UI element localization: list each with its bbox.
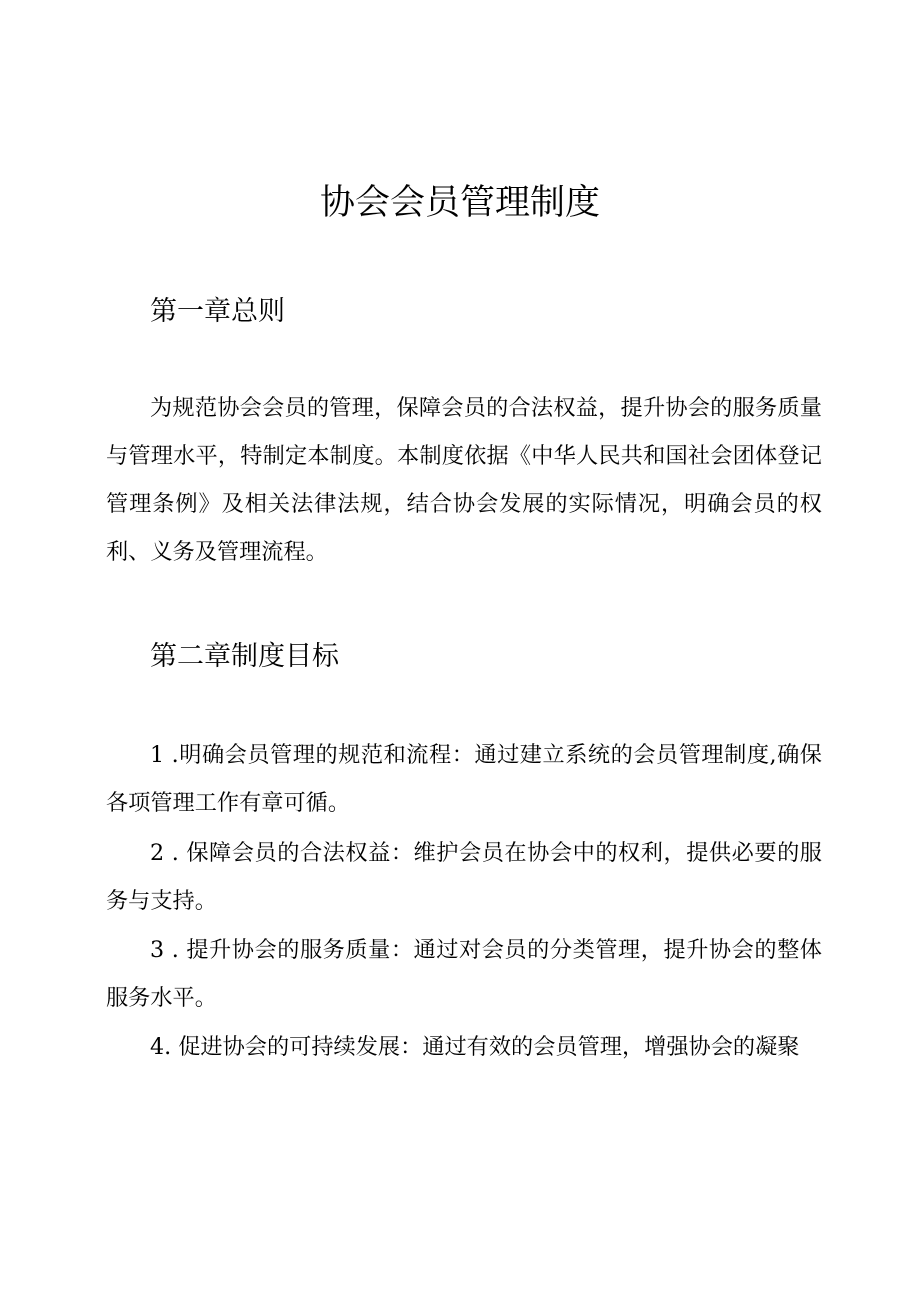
- chapter-2-heading: 第二章制度目标: [150, 641, 339, 672]
- chapter-1-heading: 第一章总则: [150, 296, 285, 327]
- document-title: 协会会员管理制度: [319, 183, 600, 223]
- chapter-1-paragraph: 为规范协会会员的管理，保障会员的合法权益，提升协会的服务质量与管理水平，特制定本制度。本制度依据《中华人民共和国社会团体登记管理条例》及相关法律法规，结合协会发展的实际情况，明确会员的权利、义务及管理流程。: [106, 395, 822, 565]
- goal-item-2: 2 . 保障会员的合法权益：维护会员在协会中的权利，提供必要的服务与支持。: [106, 840, 822, 914]
- goal-item-4: 4. 促进协会的可持续发展：通过有效的会员管理，增强协会的凝聚: [150, 1034, 800, 1060]
- goal-item-1: 1 .明确会员管理的规范和流程：通过建立系统的会员管理制度,确保各项管理工作有章可循。: [106, 742, 822, 816]
- goal-item-3: 3 . 提升协会的服务质量：通过对会员的分类管理，提升协会的整体服务水平。: [106, 937, 822, 1011]
